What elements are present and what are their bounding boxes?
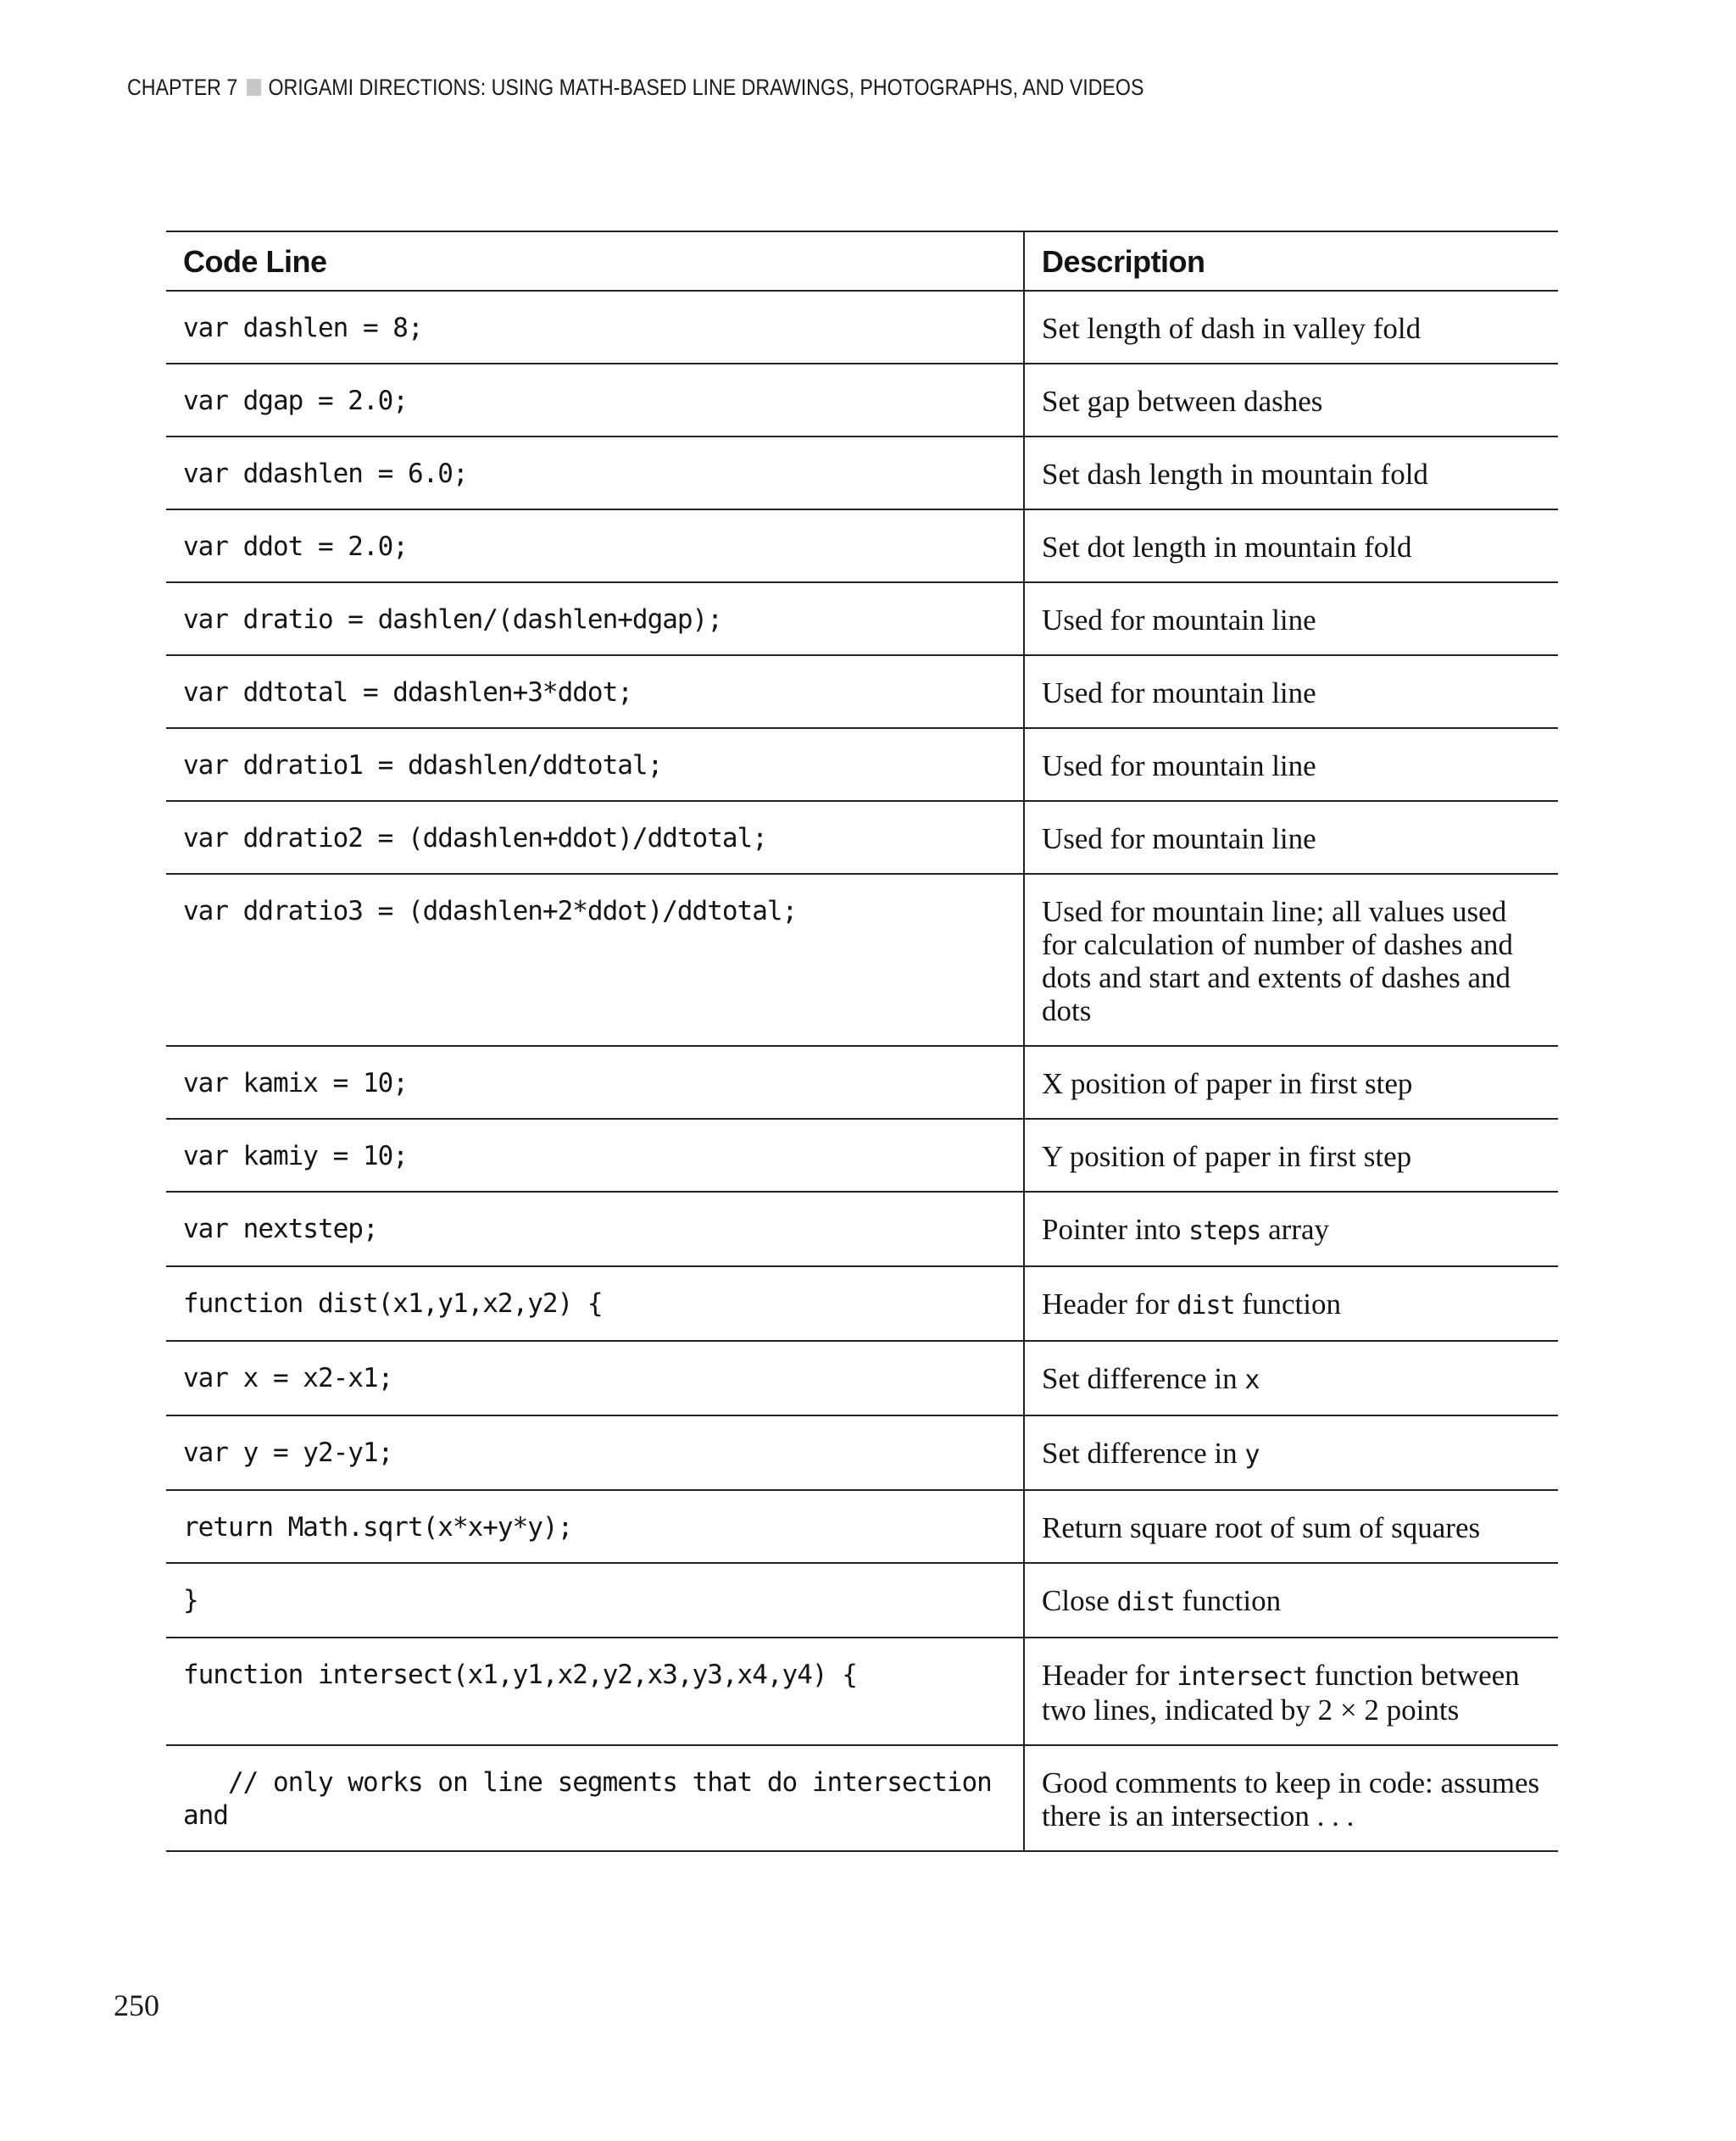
code-term: y bbox=[1244, 1440, 1260, 1470]
description-text: Used for mountain line bbox=[1042, 822, 1316, 855]
code-line-cell: var ddratio3 = (ddashlen+2*ddot)/ddtotal; bbox=[166, 874, 1024, 1046]
code-line-cell: var ddratio2 = (ddashlen+ddot)/ddtotal; bbox=[166, 801, 1024, 874]
code-line-cell: return Math.sqrt(x*x+y*y); bbox=[166, 1490, 1024, 1563]
code-line-cell: var ddot = 2.0; bbox=[166, 509, 1024, 582]
code-line-cell: } bbox=[166, 1563, 1024, 1638]
description-text: X position of paper in first step bbox=[1042, 1067, 1413, 1100]
code-line-cell: function dist(x1,y1,x2,y2) { bbox=[166, 1266, 1024, 1341]
description-text: Set difference in bbox=[1042, 1362, 1245, 1395]
description-cell bbox=[1024, 1192, 1558, 1266]
description-text: Y position of paper in first step bbox=[1042, 1140, 1412, 1173]
table-row bbox=[166, 1415, 1558, 1490]
code-line-cell: var dratio = dashlen/(dashlen+dgap); bbox=[166, 582, 1024, 655]
description-text: Set difference in bbox=[1042, 1437, 1245, 1470]
description-cell bbox=[1024, 1266, 1558, 1341]
code-term: dist bbox=[1116, 1588, 1175, 1617]
chapter-label: CHAPTER 7 bbox=[127, 75, 238, 100]
table-row bbox=[166, 1266, 1558, 1341]
table-row bbox=[166, 1119, 1558, 1192]
table-row bbox=[166, 728, 1558, 801]
description-cell bbox=[1024, 1046, 1558, 1119]
description-text: Set dot length in mountain fold bbox=[1042, 531, 1412, 564]
description-cell bbox=[1024, 1563, 1558, 1638]
code-line-cell: var kamix = 10; bbox=[166, 1046, 1024, 1119]
description-text: function between two lines, indicated by 2 × 2 points bbox=[1042, 1659, 1520, 1727]
table-row bbox=[166, 874, 1558, 1046]
table-row bbox=[166, 1046, 1558, 1119]
code-line-cell: var x = x2-x1; bbox=[166, 1341, 1024, 1415]
header-code-line: Code Line bbox=[166, 231, 1024, 291]
code-line-cell: var kamiy = 10; bbox=[166, 1119, 1024, 1192]
description-text: Good comments to keep in code: assumes there is an intersection . . . bbox=[1042, 1766, 1540, 1832]
code-line-cell: var y = y2-y1; bbox=[166, 1415, 1024, 1490]
code-term: x bbox=[1244, 1365, 1260, 1395]
description-cell bbox=[1024, 437, 1558, 509]
code-line-cell: var dgap = 2.0; bbox=[166, 364, 1024, 437]
table-row bbox=[166, 655, 1558, 728]
code-line-cell: function intersect(x1,y1,x2,y2,x3,y3,x4,y4) { bbox=[166, 1638, 1024, 1745]
table-header-row bbox=[166, 231, 1558, 291]
description-text: Return square root of sum of squares bbox=[1042, 1511, 1481, 1544]
description-cell bbox=[1024, 1638, 1558, 1745]
code-line-cell: // only works on line segments that do intersection and bbox=[166, 1745, 1024, 1851]
description-cell bbox=[1024, 291, 1558, 364]
description-cell bbox=[1024, 1415, 1558, 1490]
code-line-cell: var ddashlen = 6.0; bbox=[166, 437, 1024, 509]
description-text: array bbox=[1260, 1213, 1330, 1246]
description-text: function bbox=[1174, 1584, 1282, 1617]
description-text: Set dash length in mountain fold bbox=[1042, 458, 1428, 491]
table-row bbox=[166, 1563, 1558, 1638]
description-cell bbox=[1024, 1119, 1558, 1192]
description-cell bbox=[1024, 655, 1558, 728]
description-cell bbox=[1024, 1341, 1558, 1415]
table-row bbox=[166, 509, 1558, 582]
separator-square-icon bbox=[247, 79, 261, 96]
description-cell bbox=[1024, 874, 1558, 1046]
description-cell bbox=[1024, 801, 1558, 874]
code-line-cell: var ddtotal = ddashlen+3*ddot; bbox=[166, 655, 1024, 728]
description-text: Used for mountain line bbox=[1042, 603, 1316, 637]
description-cell bbox=[1024, 1490, 1558, 1563]
description-text: function bbox=[1234, 1287, 1341, 1321]
description-text: Set gap between dashes bbox=[1042, 385, 1323, 418]
description-text: Pointer into bbox=[1042, 1213, 1189, 1246]
table-row bbox=[166, 1341, 1558, 1415]
description-text: Header for bbox=[1042, 1287, 1177, 1321]
table-row bbox=[166, 291, 1558, 364]
page-number: 250 bbox=[114, 1988, 159, 2022]
description-text: Close bbox=[1042, 1584, 1117, 1617]
code-line-cell: var nextstep; bbox=[166, 1192, 1024, 1266]
header-description: Description bbox=[1024, 231, 1558, 291]
description-text: Set length of dash in valley fold bbox=[1042, 312, 1422, 345]
table-row bbox=[166, 437, 1558, 509]
table-row bbox=[166, 1638, 1558, 1745]
running-head bbox=[127, 75, 1143, 101]
code-term: dist bbox=[1177, 1291, 1235, 1321]
code-line-cell: var dashlen = 8; bbox=[166, 291, 1024, 364]
description-cell bbox=[1024, 509, 1558, 582]
description-cell bbox=[1024, 364, 1558, 437]
code-term: intersect bbox=[1177, 1662, 1307, 1692]
table-row bbox=[166, 1745, 1558, 1851]
code-term: steps bbox=[1188, 1216, 1261, 1246]
description-cell bbox=[1024, 1745, 1558, 1851]
table-row bbox=[166, 1192, 1558, 1266]
table-body bbox=[166, 291, 1558, 1851]
code-description-table bbox=[166, 231, 1558, 1852]
description-text: Used for mountain line; all values used for calculation of number of dashes and dots and start and extents of dashes and dots bbox=[1042, 895, 1513, 1027]
code-line-cell: var ddratio1 = ddashlen/ddtotal; bbox=[166, 728, 1024, 801]
chapter-title: ORIGAMI DIRECTIONS: USING MATH-BASED LINE DRAWINGS, PHOTOGRAPHS, AND VIDEOS bbox=[268, 75, 1144, 100]
table-row bbox=[166, 1490, 1558, 1563]
description-text: Used for mountain line bbox=[1042, 749, 1316, 782]
description-cell bbox=[1024, 728, 1558, 801]
description-cell bbox=[1024, 582, 1558, 655]
table-row bbox=[166, 582, 1558, 655]
description-text: Used for mountain line bbox=[1042, 676, 1316, 709]
description-text: Header for bbox=[1042, 1659, 1177, 1692]
table-row bbox=[166, 801, 1558, 874]
table-row bbox=[166, 364, 1558, 437]
